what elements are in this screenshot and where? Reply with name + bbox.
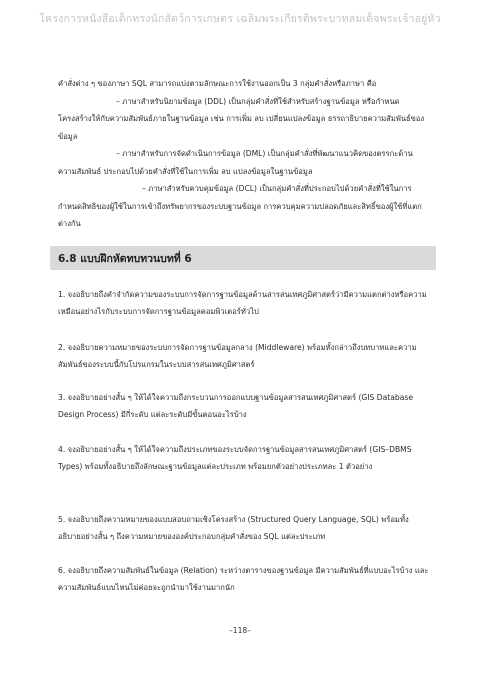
question-1: 1. จงอธิบายถึงคำจำกัดความของระบบการจัดการฐานข้อมูลด้านสารสนเทศภูมิศาสตร์ว่ามีความแตกต่างหรือความเหมือนอย่างไรกับระบบการจัดการฐานข้อมูลคอมพิวเตอร์ทั่วไป	[58, 290, 427, 316]
page-header: โครงการหนังสือเด็กทรงนักสัตว์การเกษตร เฉลิมพระเกียรติพระบาทสมเด็จพระเจ้าอยู่หัว	[39, 13, 441, 25]
question-3: 3. จงอธิบายอย่างสั้น ๆ ให้ได้ใจความถึงกระบวนการออกแบบฐานข้อมูลสารสนเทศภูมิศาสตร์ (GIS Database Design Process) มีกี่ระดับ แต่ละระดับมีขั้นตอนอะไรบ้าง	[58, 393, 414, 419]
dcl-paragraph: – ภาษาสำหรับควบคุมข้อมูล (DCL) เป็นกลุ่มคำสั่งที่ประกอบไปด้วยคำสั่งที่ใช้ในการกำหนดสิทธิของผู้ใช้ในการเข้าถึงทรัพยากรของระบบฐานข้อมูล การควบคุมความปลอดภัยและสิทธิ์ของผู้ใช้ที่แตกต่างกัน	[58, 184, 422, 228]
dml-paragraph: – ภาษาสำหรับการจัดดำเนินการข้อมูล (DML) เป็นกลุ่มคำสั่งที่พัฒนาแนวคิดของตรรกะด้านความสัมพันธ์ ประกอบไปด้วยคำสั่งที่ใช้ในการเพิ่ม ลบ แปลงข้อมูลในฐานข้อมูล	[58, 149, 413, 176]
question-4: 4. จงอธิบายอย่างสั้น ๆ ให้ได้ใจความถึงประเภทของระบบจัดการฐานข้อมูลสารสนเทศภูมิศาสตร์ (GIS–DBMS Types) พร้อมทั้งอธิบายถึงลักษณะฐานข้อมูลแต่ละประเภท พร้อมยกตัวอย่างประเภทละ 1 ตัวอย่าง	[58, 445, 412, 471]
section-heading-bar	[50, 246, 436, 270]
intro-block	[58, 75, 430, 233]
question-5: 5. จงอธิบายถึงความหมายของแบบสอบถามเชิงโครงสร้าง (Structured Query Language, SQL) พร้อมทั้งอธิบายอย่างสั้น ๆ ถึงความหมายขององค์ประกอบกลุ่มคำสั่งของ SQL แต่ละประเภท	[58, 515, 409, 541]
question-2: 2. จงอธิบายความหมายของระบบการจัดการฐานข้อมูลกลาง (Middleware) พร้อมทั้งกล่าวถึงบทบาทและความสัมพันธ์ของระบบนี้กับโปรแกรมในระบบสารสนเทศภูมิศาสตร์	[58, 343, 417, 369]
page-number: –118–	[228, 626, 252, 635]
section-title: 6.8 แบบฝึกหัดทบทวนบทที่ 6	[58, 252, 192, 265]
ddl-paragraph: – ภาษาสำหรับนิยามข้อมูล (DDL) เป็นกลุ่มคำสั่งที่ใช้สำหรับสร้างฐานข้อมูล หรือกำหนดโครงสร้างให้กับความสัมพันธ์ภายในฐานข้อมูล เช่น การเพิ่ม ลบ เปลี่ยนแปลงข้อมูล ธรรถาธิบายความสัมพันธ์ของข้อมูล	[58, 96, 425, 141]
question-6: 6. จงอธิบายถึงความสัมพันธ์ในข้อมูล (Relation) ระหว่างตารางของฐานข้อมูล มีความสัมพันธ์ที่แบบอะไรบ้าง และความสัมพันธ์แบบไหนไม่ค่อยจะถูกนำมาใช้งานมากนัก	[58, 566, 429, 592]
intro-line: คำสั่งต่าง ๆ ของภาษา SQL สามารถแบ่งตามลักษณะการใช้งานออกเป็น 3 กลุ่มคำสั่งหรือภาษา คือ	[58, 79, 377, 88]
